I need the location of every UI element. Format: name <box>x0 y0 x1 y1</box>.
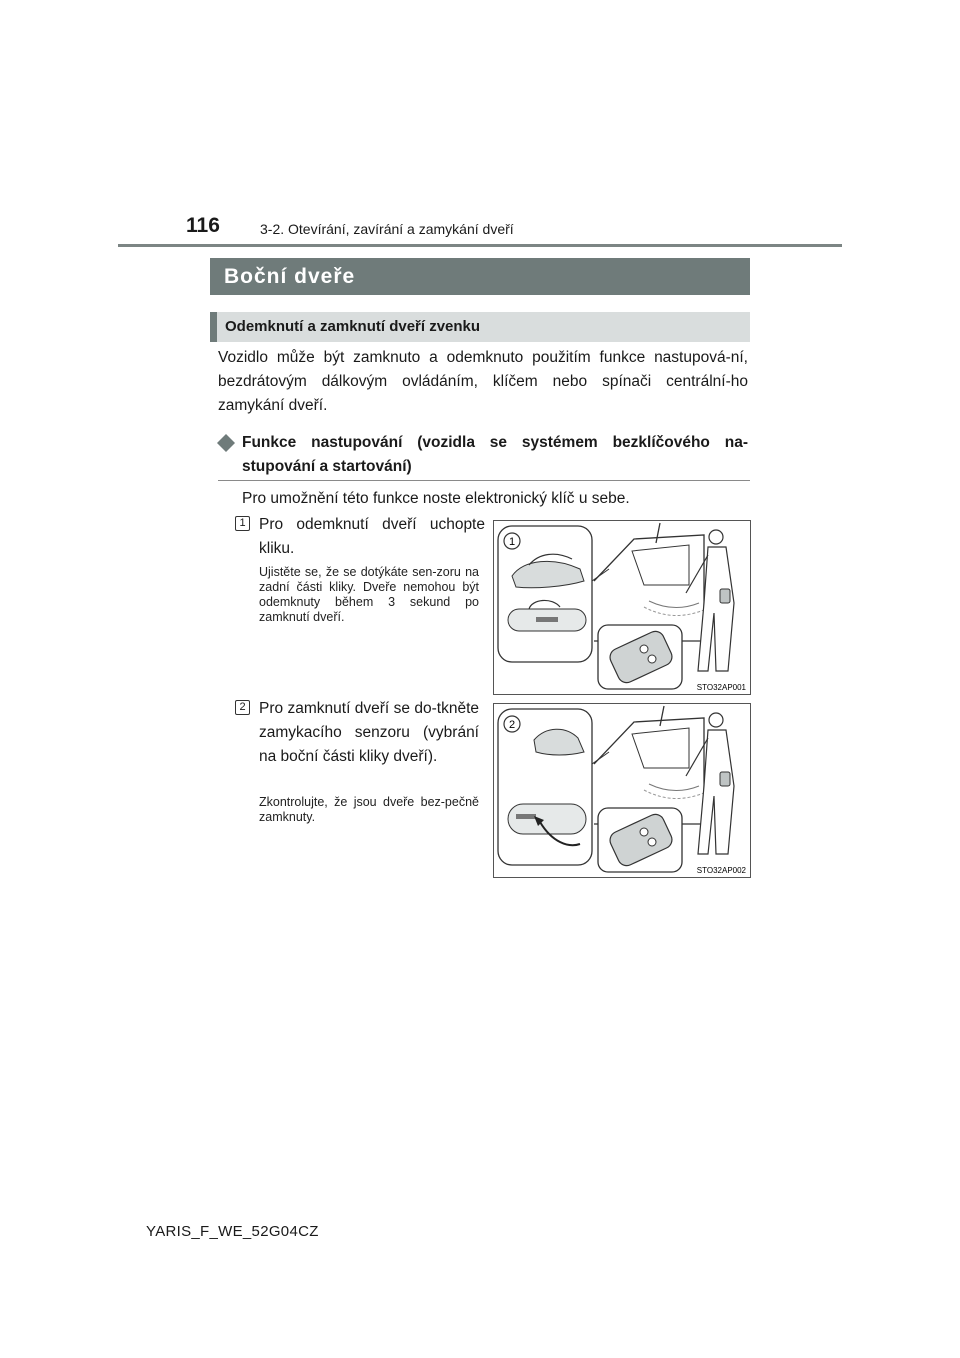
subsection-title: Odemknutí a zamknutí dveří zvenku <box>210 312 750 342</box>
figure-1-label: 1 <box>508 536 516 548</box>
section-label: 3-2. Otevírání, zavírání a zamykání dveří <box>260 221 514 237</box>
page-title: Boční dveře <box>210 258 750 295</box>
figure-lock-illustration <box>493 703 751 878</box>
function-rule <box>218 480 750 481</box>
figure-2-label: 2 <box>508 719 516 731</box>
page-number: 116 <box>186 214 220 237</box>
step-2-note: Zkontrolujte, že jsou dveře bez-pečně zamknuty. <box>259 795 479 824</box>
figure-1-code: STO32AP001 <box>696 683 746 692</box>
figure-2-code: STO32AP002 <box>696 866 746 875</box>
step-number-1: 1 <box>235 516 250 531</box>
header-rule <box>118 244 842 247</box>
figure-unlock-illustration <box>493 520 751 695</box>
step-1-text: Pro odemknutí dveří uchopte kliku. <box>259 516 485 557</box>
carry-key-text: Pro umožnění této funkce noste elektronický klíč u sebe. <box>242 490 630 507</box>
diamond-bullet-icon <box>216 433 236 453</box>
footer-document-code: YARIS_F_WE_52G04CZ <box>146 1223 319 1240</box>
step-1-note: Ujistěte se, že se dotýkáte sen-zoru na zadní části kliky. Dveře nemohou být odemknuty během 3 sekund po zamknutí dveří. <box>259 565 479 624</box>
intro-paragraph: Vozidlo může být zamknuto a odemknuto použitím funkce nastupová-ní, bezdrátovým dálkovým ovládáním, klíčem nebo spínači centrální-ho zamykání dveří. <box>218 349 748 414</box>
step-2-text: Pro zamknutí dveří se do-tkněte zamykacího senzoru (vybrání na boční části kliky dveří). <box>259 700 479 765</box>
lock-door-illustration <box>494 704 750 877</box>
step-number-2: 2 <box>235 700 250 715</box>
unlock-door-illustration <box>494 521 750 694</box>
function-heading: Funkce nastupování (vozidla se systémem bezklíčového na-stupování a startování) <box>242 434 748 475</box>
